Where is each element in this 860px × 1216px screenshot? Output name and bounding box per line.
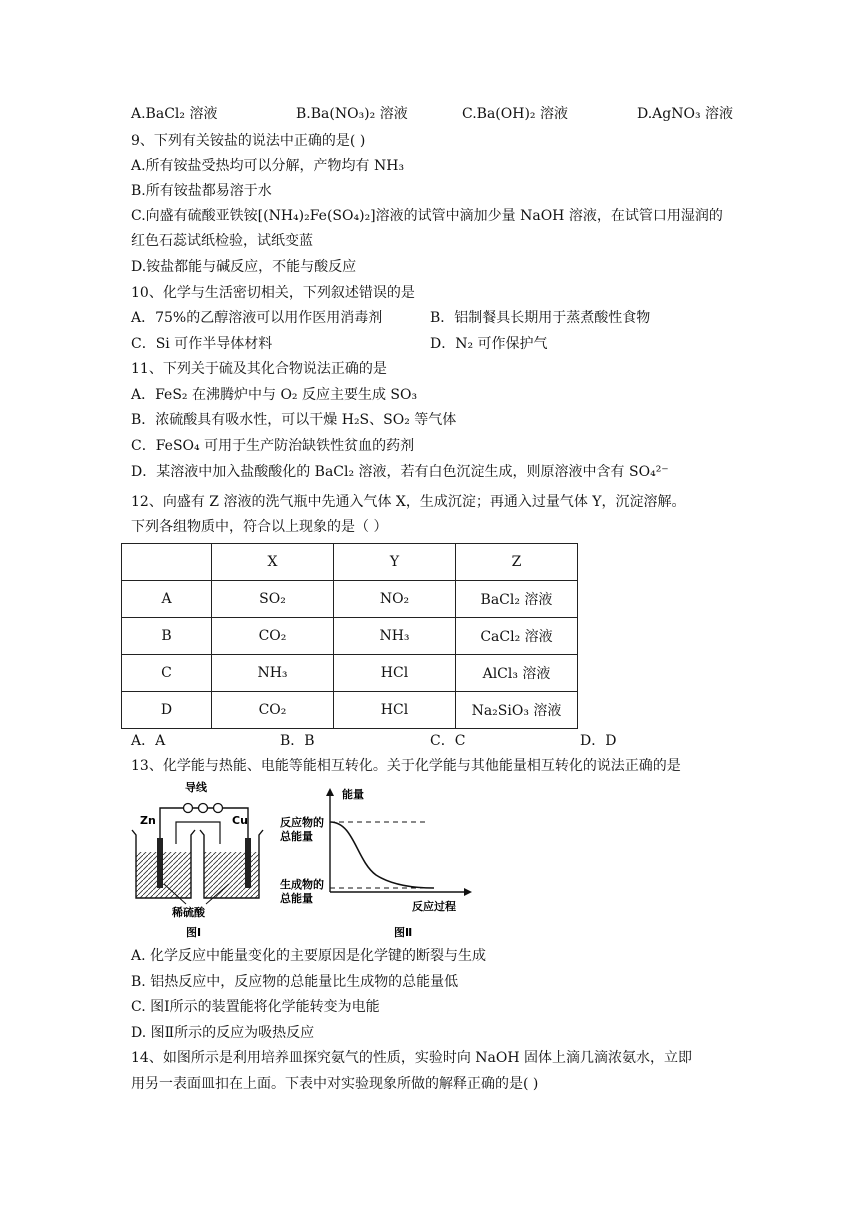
q11-option-b: B．浓硫酸具有吸水性，可以干燥 H₂S、SO₂ 等气体 xyxy=(131,412,457,428)
cu-electrode xyxy=(245,838,251,888)
q9-option-b: B.所有铵盐都易溶于水 xyxy=(131,183,272,199)
table-cell: NO₂ xyxy=(334,581,456,618)
q10-option-a: A．75%的乙醇溶液可以用作医用消毒剂 xyxy=(131,310,383,326)
q13-figure-svg xyxy=(128,780,488,945)
y-axis-label: 能量 xyxy=(342,788,364,801)
q12-table xyxy=(121,543,578,729)
table-row xyxy=(122,692,578,729)
q12-option-b: B．B xyxy=(280,733,315,749)
reactant-label-2: 总能量 xyxy=(280,830,313,843)
wire-coil xyxy=(214,804,223,813)
table-row xyxy=(122,655,578,692)
q14-stem: 14、如图所示是利用培养皿探究氨气的性质，实验时向 NaOH 固体上滴几滴浓氨水，立即 xyxy=(131,1050,692,1066)
q8-option-a: A.BaCl₂ 溶液 xyxy=(131,106,218,122)
q14-stem-cont: 用另一表面皿扣在上面。下表中对实验现象所做的解释正确的是( ) xyxy=(131,1076,539,1092)
x-axis-arrow xyxy=(464,888,472,896)
table-header-cell xyxy=(122,544,212,581)
cu-label: Cu xyxy=(232,814,248,827)
connector xyxy=(176,822,220,844)
table-cell: C xyxy=(122,655,212,692)
table-cell: Na₂SiO₃ 溶液 xyxy=(456,692,578,729)
energy-diagram xyxy=(280,787,472,939)
q13-option-b: B. 铝热反应中，反应物的总能量比生成物的总能量低 xyxy=(131,974,459,990)
table-cell: AlCl₃ 溶液 xyxy=(456,655,578,692)
table-cell: NH₃ xyxy=(334,618,456,655)
q10-stem: 10、化学与生活密切相关，下列叙述错误的是 xyxy=(131,285,415,301)
table-header-cell: Y xyxy=(334,544,456,581)
fig1-caption: 图Ⅰ xyxy=(186,926,202,939)
q10-option-d: D．N₂ 可作保护气 xyxy=(430,336,548,352)
q9-option-a: A.所有铵盐受热均可以分解，产物均有 NH₃ xyxy=(131,158,405,174)
q8-option-b: B.Ba(NO₃)₂ 溶液 xyxy=(296,106,408,122)
table-header-cell: Z xyxy=(456,544,578,581)
solution-left xyxy=(136,852,191,898)
wire-label: 导线 xyxy=(185,781,207,794)
q13-option-c: C. 图Ⅰ所示的装置能将化学能转变为电能 xyxy=(131,999,380,1015)
product-label-1: 生成物的 xyxy=(280,878,324,891)
q8-option-d: D.AgNO₃ 溶液 xyxy=(637,106,734,122)
table-cell: SO₂ xyxy=(212,581,334,618)
table-cell: NH₃ xyxy=(212,655,334,692)
table-cell: CO₂ xyxy=(212,618,334,655)
q13-stem: 13、化学能与热能、电能等能相互转化。关于化学能与其他能量相互转化的说法正确的是 xyxy=(131,758,681,774)
y-axis-arrow xyxy=(326,788,334,796)
table-cell: HCl xyxy=(334,655,456,692)
q13-figures xyxy=(128,780,488,949)
table-cell: HCl xyxy=(334,692,456,729)
q12-stem: 12、向盛有 Z 溶液的洗气瓶中先通入气体 X，生成沉淀；再通入过量气体 Y，沉淀溶解。 xyxy=(131,494,686,510)
q10-option-c: C．Si 可作半导体材料 xyxy=(131,336,273,352)
fig2-caption: 图Ⅱ xyxy=(394,926,413,939)
q9-option-c-cont: 红色石蕊试纸检验，试纸变蓝 xyxy=(131,233,313,249)
table-cell: D xyxy=(122,692,212,729)
table-cell: B xyxy=(122,618,212,655)
q9-option-c: C.向盛有硫酸亚铁铵[(NH₄)₂Fe(SO₄)₂]溶液的试管中滴加少量 NaOH 溶液，在试管口用湿润的 xyxy=(131,208,723,224)
wire-coil xyxy=(184,804,193,813)
table-header-row xyxy=(122,544,578,581)
q11-option-a: A．FeS₂ 在沸腾炉中与 O₂ 反应主要生成 SO₃ xyxy=(131,387,418,403)
table-row xyxy=(122,618,578,655)
q12-option-c: C．C xyxy=(430,733,466,749)
q8-option-c: C.Ba(OH)₂ 溶液 xyxy=(462,106,568,122)
galvanic-cell-diagram xyxy=(132,780,263,939)
q11-option-d: D．某溶液中加入盐酸酸化的 BaCl₂ 溶液，若有白色沉淀生成，则原溶液中含有 SO₄²⁻ xyxy=(131,464,669,480)
table-row xyxy=(122,581,578,618)
zn-label: Zn xyxy=(140,814,156,827)
wire-coil xyxy=(199,804,208,813)
table-cell: CO₂ xyxy=(212,692,334,729)
q12-option-a: A．A xyxy=(131,733,166,749)
table-header-cell: X xyxy=(212,544,334,581)
table-cell: CaCl₂ 溶液 xyxy=(456,618,578,655)
zn-electrode xyxy=(157,838,163,888)
q9-stem: 9、下列有关铵盐的说法中正确的是( ) xyxy=(131,133,366,149)
q10-option-b: B．铝制餐具长期用于蒸煮酸性食物 xyxy=(430,310,651,326)
table-cell: A xyxy=(122,581,212,618)
x-axis-label: 反应过程 xyxy=(412,900,456,913)
product-label-2: 总能量 xyxy=(280,892,313,905)
q13-option-a: A. 化学反应中能量变化的主要原因是化学键的断裂与生成 xyxy=(131,948,487,964)
q12-stem-cont: 下列各组物质中，符合以上现象的是（ ） xyxy=(131,519,388,535)
acid-label: 稀硫酸 xyxy=(172,906,205,919)
q13-option-d: D. 图Ⅱ所示的反应为吸热反应 xyxy=(131,1025,315,1041)
q11-option-c: C．FeSO₄ 可用于生产防治缺铁性贫血的药剂 xyxy=(131,438,415,454)
q12-option-d: D．D xyxy=(580,733,617,749)
q9-option-d: D.铵盐都能与碱反应，不能与酸反应 xyxy=(131,259,357,275)
reactant-label-1: 反应物的 xyxy=(280,816,324,829)
q11-stem: 11、下列关于硫及其化合物说法正确的是 xyxy=(131,361,387,377)
table-cell: BaCl₂ 溶液 xyxy=(456,581,578,618)
energy-curve xyxy=(330,822,434,888)
